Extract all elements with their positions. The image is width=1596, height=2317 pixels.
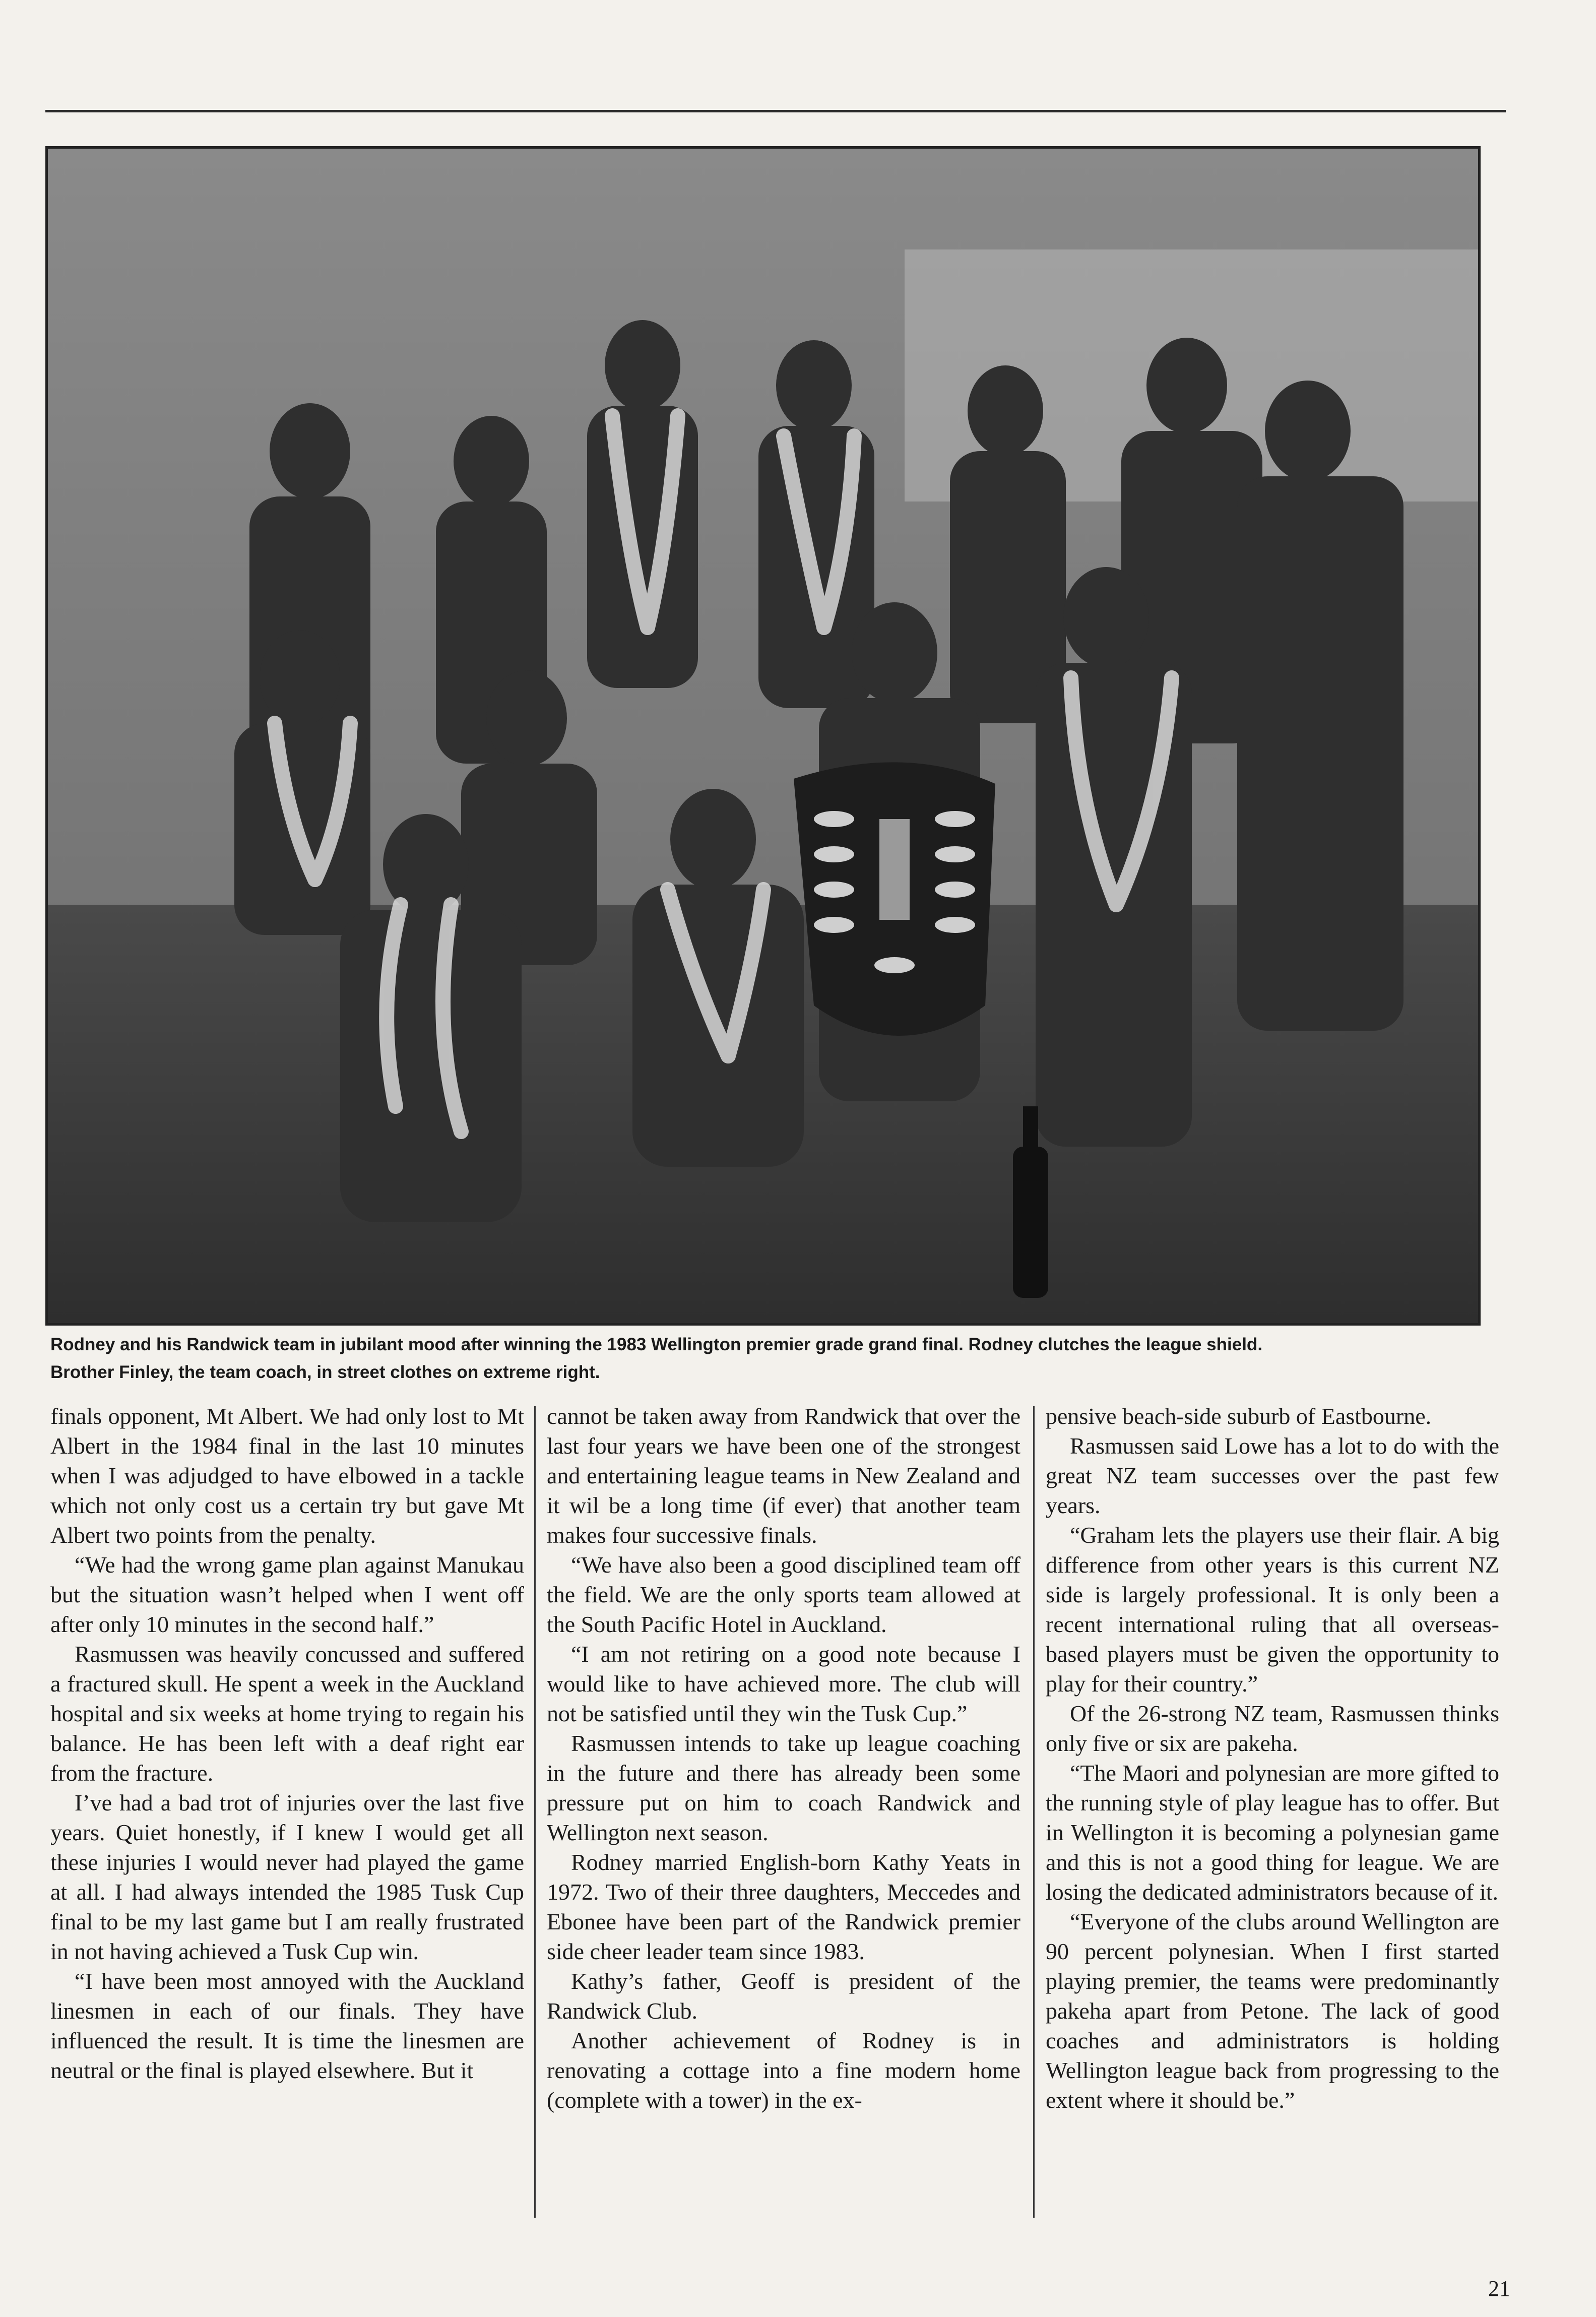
paragraph: Rodney married English-born Kathy Yeats in 1972. Two of their three daughters, Meccedes and Ebonee have been part of the Randwick premier side cheer leader team since 1983. [547, 1849, 1020, 1964]
paragraph: “Graham lets the players use their flair. A big difference from other years is this current NZ side is largely professional. It is only been a recent international ruling that all overseas-based players must be given the opportunity to play for their country.” [1046, 1522, 1499, 1697]
paragraph: Rasmussen said Lowe has a lot to do with the great NZ team successes over the past few years. [1046, 1433, 1499, 1518]
photo-illustration [48, 149, 1478, 1323]
page-number: 21 [1488, 2276, 1510, 2301]
top-rule [45, 110, 1506, 112]
paragraph: pensive beach-side suburb of Eastbourne. [1046, 1403, 1432, 1429]
paragraph: Rasmussen intends to take up league coaching in the future and there has already been some pressure put on him to coach Randwick and Wellington next season. [547, 1730, 1020, 1845]
article-column-2 [547, 1401, 1020, 2115]
paragraph: “We had the wrong game plan against Manukau but the situation wasn’t helped when I went off after only 10 minutes in the second half.” [50, 1552, 524, 1637]
paragraph: Kathy’s father, Geoff is president of the Randwick Club. [547, 1968, 1020, 2024]
team-celebration-photo [45, 146, 1481, 1326]
paragraph: Of the 26-strong NZ team, Rasmussen thinks only five or six are pakeha. [1046, 1701, 1499, 1756]
paragraph: “We have also been a good disciplined team off the field. We are the only sports team allowed at the South Pacific Hotel in Auckland. [547, 1552, 1020, 1637]
paragraph: “I have been most annoyed with the Auckland linesmen in each of our finals. They have influenced the result. It is time the linesmen are neutral or the final is played elsewhere. But it [50, 1968, 524, 2083]
article-column-3 [1046, 1401, 1499, 2115]
paragraph: cannot be taken away from Randwick that over the last four years we have been one of the strongest and entertaining league teams in New Zealand and it wil be a long time (if ever) that another team makes four successive finals. [547, 1403, 1020, 1548]
paragraph: “I am not retiring on a good note because I would like to have achieved more. The club will not be satisfied until they win the Tusk Cup.” [547, 1641, 1020, 1726]
paragraph: “Everyone of the clubs around Wellington are 90 percent polynesian. When I first started playing premier, the teams were predominantly pakeha apart from Petone. The lack of good coaches and administrators is holding Wellington league back from progressing to the extent where it should be.” [1046, 1909, 1499, 2113]
paragraph: finals opponent, Mt Albert. We had only lost to Mt Albert in the 1984 final in the last 10 minutes when I was adjudged to have elbowed in a tackle which not only cost us a certain try but gave Mt Albert two points from the penalty. [50, 1403, 524, 1548]
column-divider [534, 1406, 536, 2218]
photo-caption [50, 1331, 1502, 1386]
paragraph: I’ve had a bad trot of injuries over the last five years. Quiet honestly, if I knew I would get all these injuries I would never had played the game at all. I had always intended the 1985 Tusk Cup final to be my last game but I am really frustrated in not having achieved a Tusk Cup win. [50, 1790, 524, 1964]
article-column-1 [50, 1401, 524, 2085]
caption-line-2: Brother Finley, the team coach, in street clothes on extreme right. [50, 1362, 600, 1382]
column-divider [1033, 1406, 1035, 2218]
paragraph: “The Maori and polynesian are more gifted to the running style of play league has to offer. But in Wellington it is becoming a polynesian game and this is not a good thing for league. We are losing the dedicated administrators because of it. [1046, 1760, 1499, 1905]
caption-line-1: Rodney and his Randwick team in jubilant mood after winning the 1983 Wellington premier grade grand final. Rodney clutches the league shield. [50, 1335, 1263, 1354]
paragraph: Another achievement of Rodney is in renovating a cottage into a fine modern home (complete with a tower) in the ex- [547, 2028, 1020, 2113]
paragraph: Rasmussen was heavily concussed and suffered a fractured skull. He spent a week in the Auckland hospital and six weeks at home trying to regain his balance. He has been left with a deaf right ear from the fracture. [50, 1641, 524, 1786]
